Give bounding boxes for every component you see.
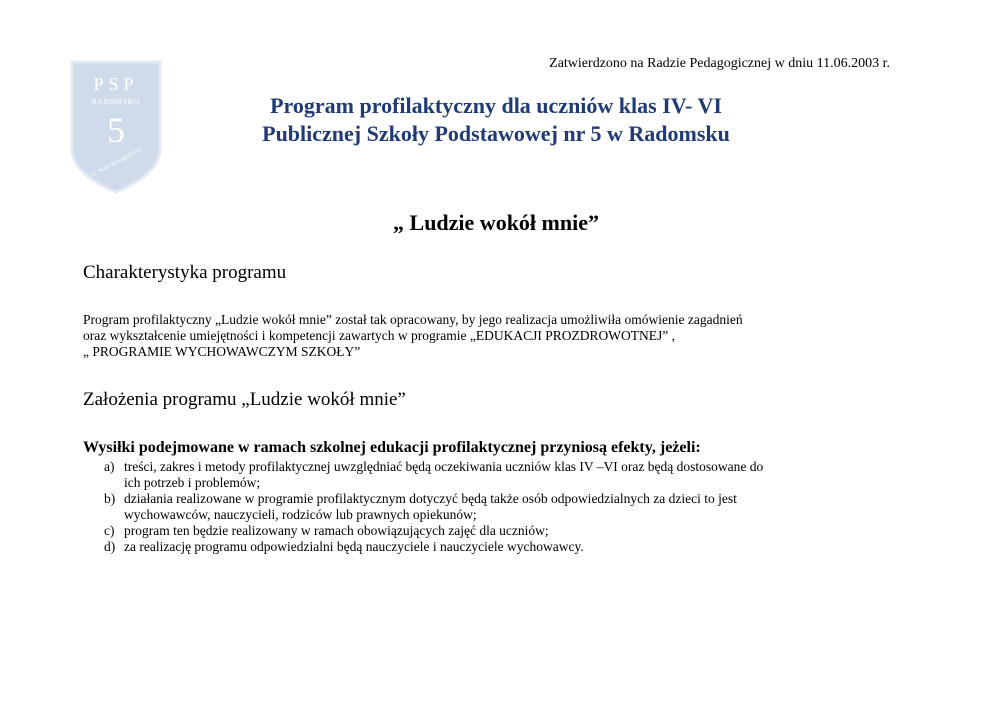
characteristics-paragraph	[83, 312, 913, 360]
title-line-1: Program profilaktyczny dla uczniów klas IV- VI	[270, 93, 722, 118]
approval-note: Zatwierdzono na Radzie Pedagogicznej w dniu 11.06.2003 r.	[549, 56, 890, 71]
logo-middle-text: RADOMSKO	[91, 98, 141, 106]
list-marker: c)	[104, 523, 115, 538]
list-item-line: wychowawców, nauczycieli, rodziców lub prawnych opiekunów;	[124, 507, 477, 522]
effects-heading: Wysiłki podejmowane w ramach szkolnej edukacji profilaktycznej przyniosą efekty, jeżeli:	[83, 439, 701, 456]
paragraph-line: oraz wykształcenie umiejętności i kompetencji zawartych w programie „EDUKACJI PROZDROWOTNEJ” ,	[83, 328, 675, 343]
list-marker: a)	[104, 459, 115, 474]
list-item-line: działania realizowane w programie profilaktycznym dotyczyć będą także osób odpowiedzialnych za dzieci to jest	[124, 491, 737, 506]
school-program-title	[0, 92, 992, 148]
list-item-line: program ten będzie realizowany w ramach obowiązujących zajęć dla uczniów;	[124, 523, 549, 538]
logo-number: 5	[107, 110, 125, 150]
characteristics-heading: Charakterystyka programu	[83, 262, 287, 283]
assumptions-heading: Założenia programu „Ludzie wokół mnie”	[83, 389, 406, 410]
list-item-line: treści, zakres i metody profilaktycznej uwzględniać będą oczekiwania uczniów klas IV –VI oraz będą dostosowane do	[124, 459, 764, 474]
paragraph-line: „ PROGRAMIE WYCHOWAWCZYM SZKOŁY”	[83, 344, 361, 359]
program-name: „ Ludzie wokół mnie”	[393, 210, 599, 235]
list-marker: b)	[104, 491, 116, 506]
list-item-text	[124, 523, 914, 539]
logo-top-text: PSP	[93, 74, 139, 94]
list-item-text	[124, 459, 914, 491]
title-line-2: Publicznej Szkoły Podstawowej nr 5 w Radomsku	[262, 121, 730, 146]
list-marker: d)	[104, 539, 116, 554]
effects-list	[104, 459, 914, 555]
paragraph-line: Program profilaktyczny „Ludzie wokół mnie” został tak opracowany, by jego realizacja umożliwiła omówienie zagadnień	[83, 312, 743, 327]
logo-bottom-text: im. Marii Konopnickiej	[89, 147, 143, 180]
list-item-text	[124, 491, 914, 523]
list-item	[104, 491, 914, 523]
list-item	[104, 523, 914, 539]
list-item-line: za realizację programu odpowiedzialni będą nauczyciele i nauczyciele wychowawcy.	[124, 539, 584, 554]
list-item-line: ich potrzeb i problemów;	[124, 475, 261, 490]
list-item	[104, 459, 914, 491]
list-item	[104, 539, 914, 555]
list-item-text	[124, 539, 914, 555]
